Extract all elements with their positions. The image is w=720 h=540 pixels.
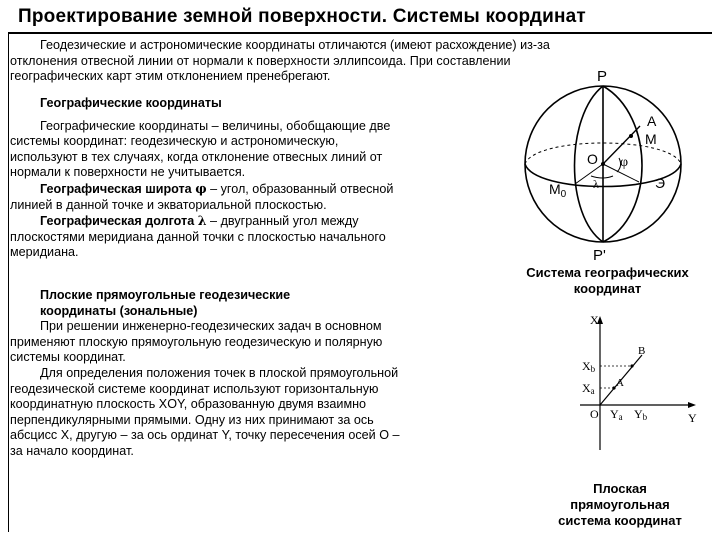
plane-p2-line-4: перпендикулярными прямыми. Одну из них принимают за ось: [10, 412, 374, 427]
geo-latitude-line: [10, 181, 500, 198]
plane-heading-2: координаты (зональные): [40, 303, 198, 318]
plane-p2-line-6: за начало координат.: [10, 443, 134, 458]
page-title: Проектирование земной поверхности. Системы координат: [18, 6, 586, 27]
geo-longitude-line: [10, 213, 500, 230]
intro-line-2: отклонения отвесной линии от нормали к поверхности эллипсоида. При составлении: [10, 53, 511, 68]
latitude-def-1: – угол, образованный отвесной: [206, 181, 394, 196]
sphere-caption-line-1: Система географических: [526, 265, 689, 280]
left-border: [8, 32, 9, 532]
label-x: X: [590, 313, 599, 327]
plane-p1-line-3: системы координат.: [10, 350, 126, 365]
geo-line-2: системы координат: геодезическую и астрономическую,: [10, 134, 339, 149]
geo-line-1: Географические координаты – величины, обобщающие две: [40, 118, 391, 133]
point-m-marker: [629, 134, 633, 138]
label-m0: $M_0$: [549, 181, 567, 200]
sphere-caption: [500, 265, 715, 297]
longitude-term: Географическая долгота: [40, 214, 195, 229]
plane-caption-line-1: Плоская: [593, 481, 647, 496]
geo-line-4: нормали к поверхности не учитывается.: [10, 165, 246, 180]
plane-p2-line-5: абсцисс X, другую – за ось ординат Y, точку пересечения осей O –: [10, 428, 400, 443]
label-phi: φ: [620, 155, 629, 170]
plane-coordinate-diagram: [560, 310, 710, 470]
label-y: Y: [688, 411, 697, 425]
geo-section: [10, 96, 500, 261]
label-o: O: [587, 151, 598, 167]
latitude-term: Географическая широта: [40, 181, 192, 196]
plane-p1-line-1: При решении инженерно-геодезических задач в основном: [40, 319, 382, 334]
geo-latitude-line-2: линией в данной точке и экваториальной плоскостью.: [10, 197, 327, 212]
plane-caption: [525, 481, 715, 529]
sphere-caption-line-2: координат: [573, 281, 642, 296]
label-p-prime: P': [593, 247, 606, 264]
title-underline: [8, 32, 712, 34]
label-lambda: λ: [593, 177, 599, 191]
plane-p2-line-2: геодезической системе координат используют горизонтальную: [10, 381, 379, 396]
label-a: A: [616, 377, 624, 389]
plane-p2-line-1: Для определения положения точек в плоской прямоугольной: [40, 365, 399, 380]
label-equator: Э: [655, 175, 666, 191]
label-b: B: [638, 345, 646, 357]
label-p: P: [597, 68, 608, 85]
label-yb: Yb: [634, 407, 648, 422]
plane-p2-line-3: координатную плоскость XOY, образованную двумя взаимно: [10, 397, 367, 412]
label-m: M: [645, 131, 657, 147]
geo-longitude-line-3: меридиана.: [10, 245, 79, 260]
geo-heading: Географические координаты: [40, 96, 222, 110]
intro-line-3: географических карт этим отклонением пренебрегают.: [10, 69, 331, 84]
longitude-def-1: – двугранный угол между: [206, 214, 359, 229]
plane-caption-line-3: система координат: [558, 513, 682, 528]
origin-marker: [601, 162, 605, 166]
plane-section: [10, 288, 505, 460]
plane-p1-line-2: применяют плоскую прямоугольную геодезическую и полярную: [10, 334, 383, 349]
label-a: A: [647, 113, 657, 129]
label-xb: Xb: [582, 359, 596, 374]
y-axis-arrow: [688, 402, 696, 408]
geo-longitude-line-2: плоскостями меридиана данной точки с плоскостью начального: [10, 229, 386, 244]
point-b-marker: [630, 364, 633, 367]
geo-line-3: используют в тех случаях, когда отклонение отвесных линий от: [10, 149, 383, 164]
geographic-sphere-diagram: [505, 66, 715, 266]
label-ya: Ya: [610, 407, 623, 422]
intro-line-1: Геодезические и астрономические координаты отличаются (имеют расхождение) из-за: [40, 38, 550, 52]
plane-heading-1: Плоские прямоугольные геодезические: [40, 288, 291, 302]
label-origin: O: [590, 407, 599, 421]
phi-symbol: φ: [195, 180, 207, 196]
lambda-symbol: λ: [197, 213, 207, 229]
plane-caption-line-2: прямоугольная: [570, 497, 670, 512]
label-xa: Xa: [582, 381, 595, 396]
